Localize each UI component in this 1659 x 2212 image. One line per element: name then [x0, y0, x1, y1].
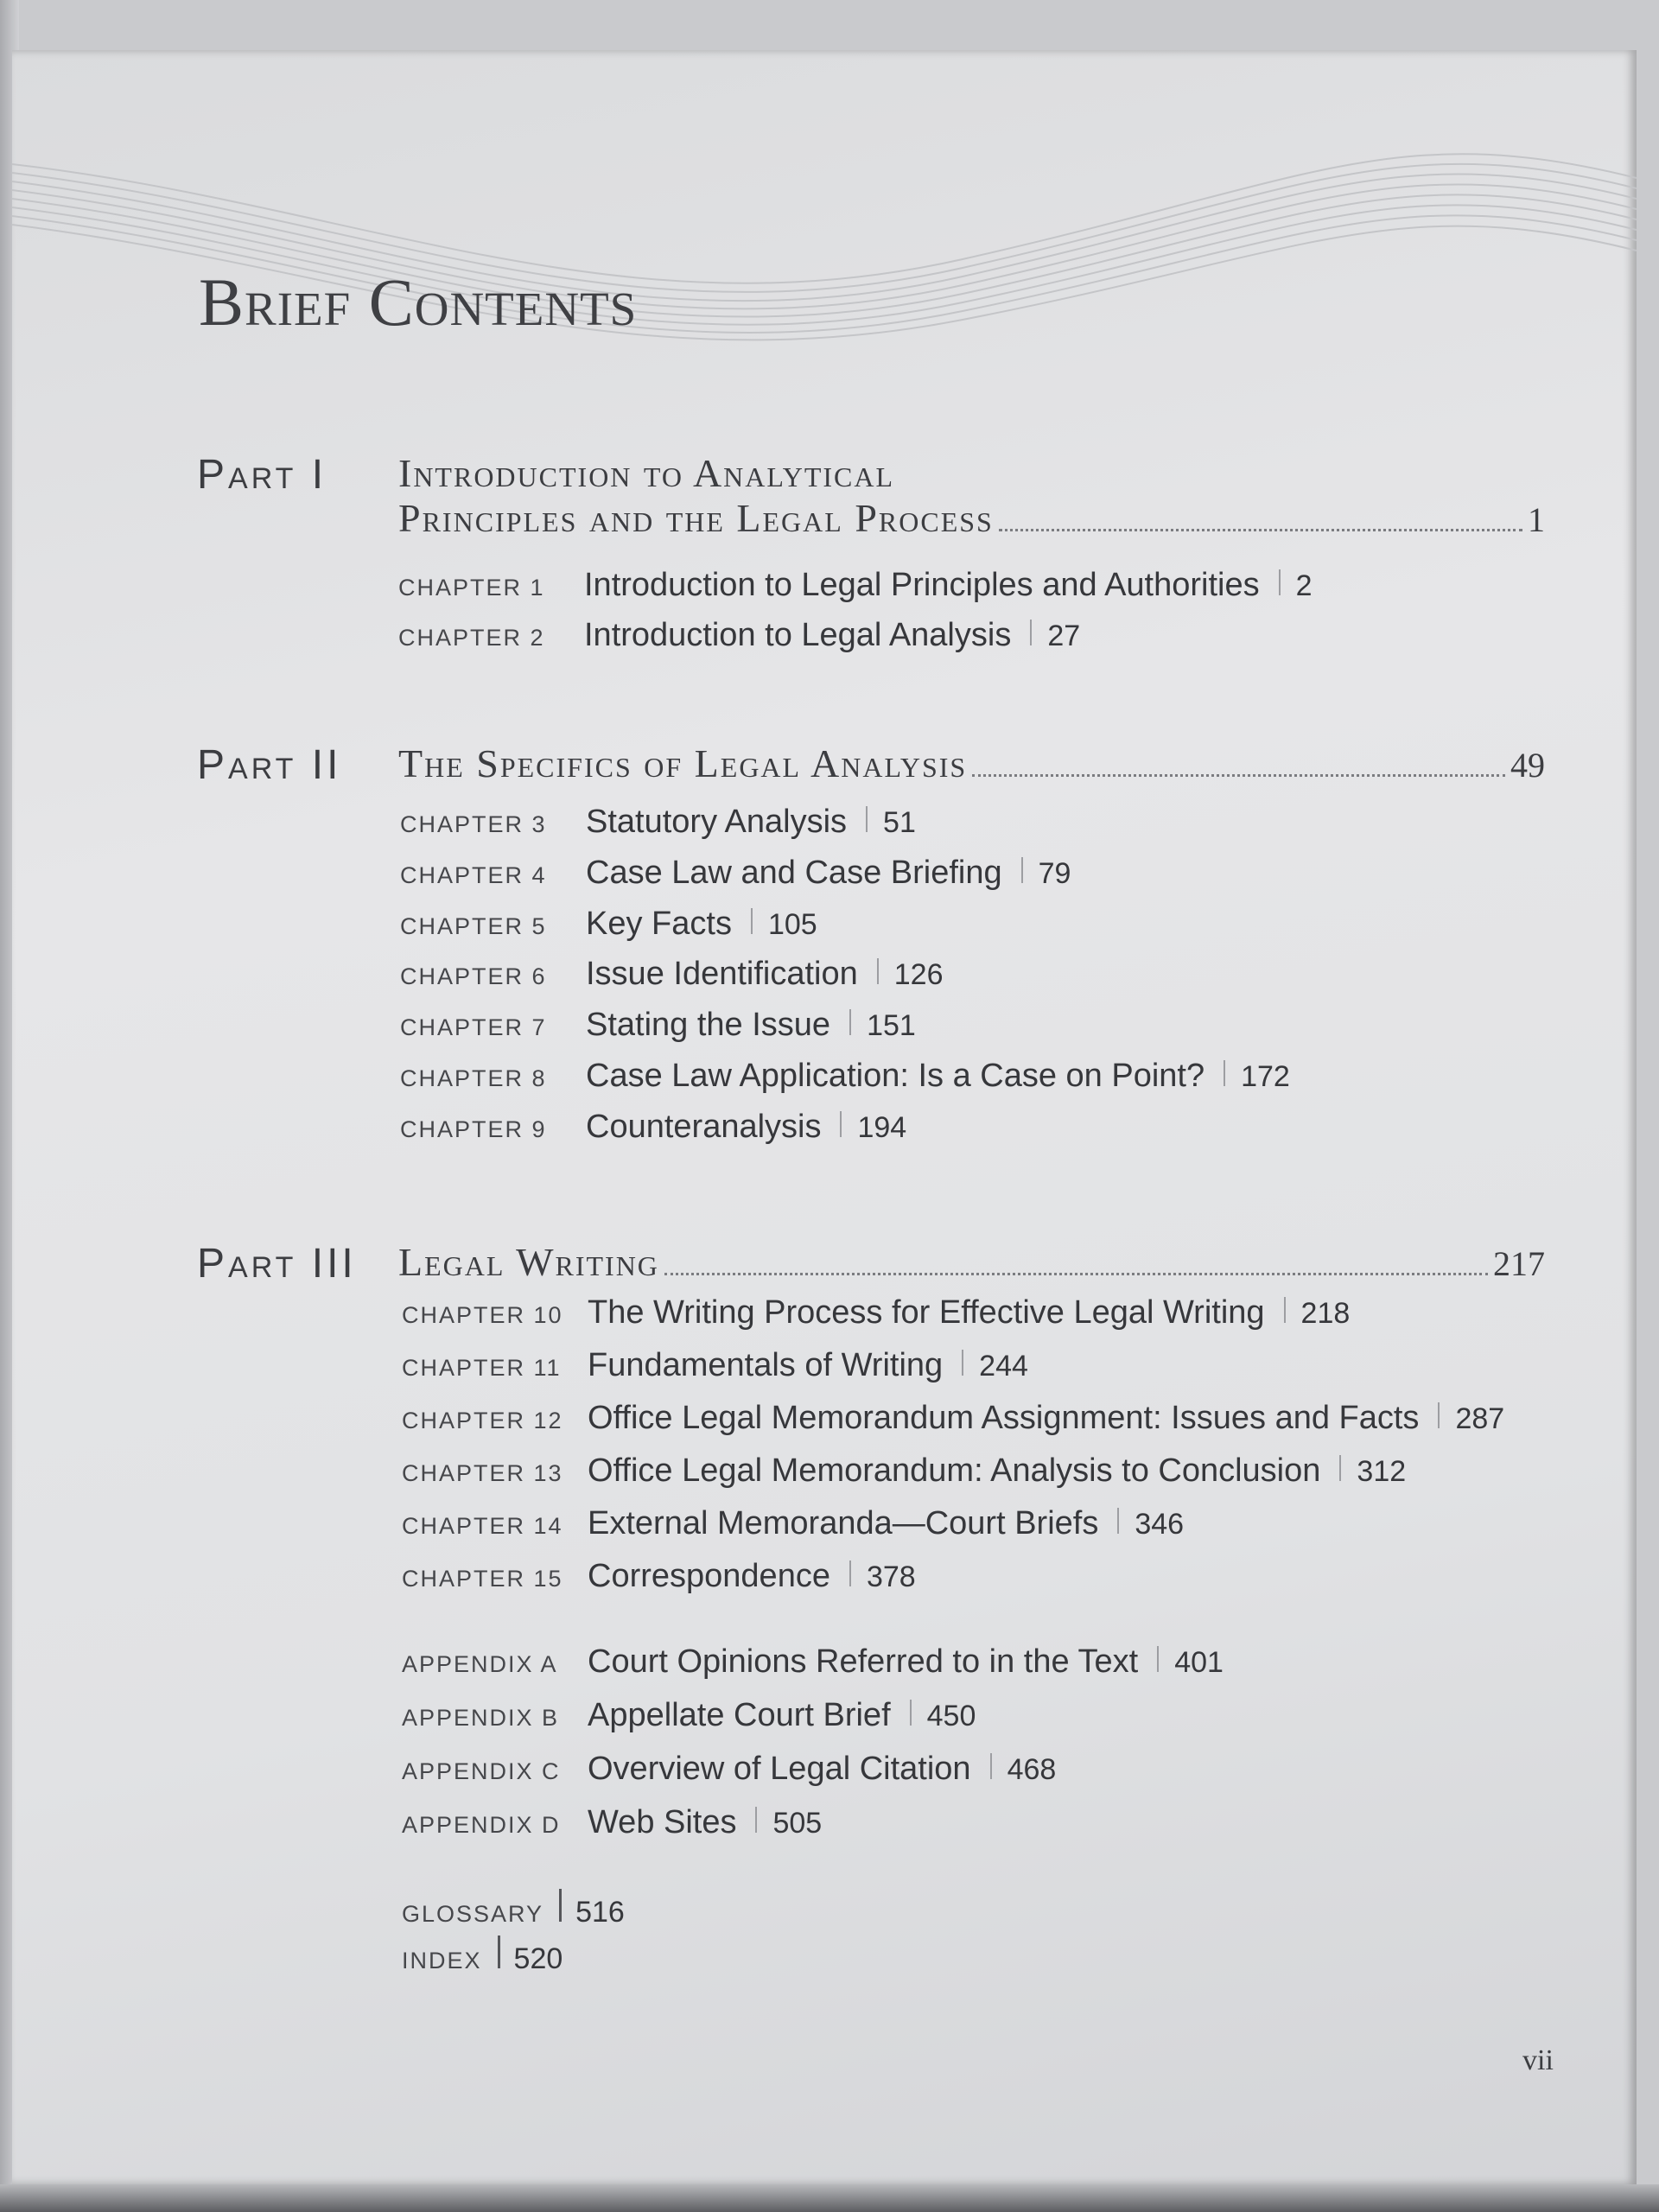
part-page-number: 1 — [1528, 500, 1545, 539]
separator-bar — [1224, 1060, 1225, 1086]
dot-leader — [999, 528, 1522, 531]
dot-leader — [972, 773, 1505, 777]
chapter-title: Correspondence — [588, 1558, 830, 1594]
appendix-page-number: 450 — [926, 1700, 976, 1732]
chapter-page-number: 2 — [1295, 569, 1313, 602]
chapter-label: CHAPTER 4 — [400, 862, 547, 888]
part-label: Part I — [197, 452, 327, 498]
appendix-page-number: 505 — [772, 1807, 823, 1840]
toc-entry[interactable] — [400, 1007, 916, 1053]
chapter-label: CHAPTER 13 — [402, 1460, 563, 1486]
part-title-line: The Specifics of Legal Analysis — [398, 741, 968, 785]
separator-bar — [840, 1111, 842, 1137]
separator-bar — [498, 1936, 500, 1968]
chapter-page-number: 151 — [867, 1009, 916, 1042]
chapter-page-number: 126 — [893, 958, 944, 991]
appendix-title: Court Opinions Referred to in the Text — [588, 1643, 1139, 1680]
chapter-title: The Writing Process for Effective Legal Writing — [588, 1294, 1265, 1331]
chapter-page-number: 244 — [979, 1350, 1028, 1382]
chapter-label: CHAPTER 7 — [400, 1014, 547, 1040]
page-folio: vii — [1522, 2044, 1554, 2076]
toc-entry-appendix[interactable] — [402, 1751, 1056, 1797]
part-title-row — [398, 1240, 1545, 1285]
chapter-title: Statutory Analysis — [586, 804, 848, 840]
toc-entry[interactable] — [400, 855, 1071, 901]
appendix-label: APPENDIX D — [402, 1812, 561, 1838]
chapter-page-number: 218 — [1300, 1297, 1351, 1330]
chapter-label: CHAPTER 8 — [400, 1065, 547, 1091]
toc-entry[interactable] — [400, 1109, 906, 1155]
part-title-row — [398, 496, 1545, 541]
chapter-label: CHAPTER 15 — [402, 1566, 563, 1592]
chapter-label: CHAPTER 5 — [400, 913, 547, 939]
chapter-label: CHAPTER 6 — [400, 963, 547, 989]
chapter-page-number: 172 — [1241, 1060, 1290, 1093]
chapter-page-number: 378 — [866, 1560, 916, 1593]
appendix-page-number: 468 — [1007, 1753, 1057, 1786]
chapter-label: CHAPTER 3 — [400, 811, 547, 837]
part-page-number: 49 — [1510, 746, 1545, 785]
appendix-title: Overview of Legal Citation — [588, 1751, 971, 1787]
chapter-label: CHAPTER 14 — [402, 1513, 563, 1539]
dot-leader — [664, 1272, 1488, 1275]
appendix-label: APPENDIX B — [402, 1705, 560, 1731]
toc-entry[interactable] — [400, 804, 916, 850]
chapter-title: Office Legal Memorandum Assignment: Issues and Facts — [588, 1400, 1420, 1436]
part-label: Part III — [197, 1241, 357, 1287]
page-bottom-edge — [0, 2184, 1659, 2212]
part-heading — [398, 741, 1545, 786]
chapter-page-number: 105 — [767, 908, 817, 941]
separator-bar — [1284, 1297, 1286, 1323]
separator-bar — [1021, 857, 1023, 883]
toc-entry[interactable] — [400, 956, 943, 1002]
index-page-number: 520 — [513, 1942, 563, 1975]
toc-entry[interactable] — [398, 617, 1080, 664]
separator-bar — [849, 1009, 851, 1035]
chapter-label: CHAPTER 1 — [398, 575, 545, 601]
part-title-line: Legal Writing — [398, 1240, 659, 1284]
separator-bar — [962, 1350, 963, 1376]
chapter-page-number: 51 — [883, 806, 916, 839]
separator-bar — [849, 1560, 851, 1586]
chapter-page-number: 287 — [1455, 1402, 1505, 1435]
chapter-label: CHAPTER 2 — [398, 625, 545, 651]
chapter-page-number: 194 — [857, 1111, 907, 1144]
separator-bar — [1030, 620, 1032, 645]
chapter-title: Stating the Issue — [586, 1007, 831, 1043]
part-heading — [398, 451, 1545, 541]
part-title-line: Principles and the Legal Process — [398, 496, 994, 540]
appendix-title: Appellate Court Brief — [588, 1697, 891, 1733]
toc-entry[interactable] — [402, 1347, 1028, 1394]
part-title-line: Introduction to Analytical — [398, 451, 895, 495]
chapter-title: Fundamentals of Writing — [588, 1347, 944, 1383]
chapter-page-number: 346 — [1135, 1508, 1185, 1541]
chapter-title: Case Law Application: Is a Case on Point? — [586, 1058, 1205, 1094]
chapter-label: CHAPTER 9 — [400, 1116, 547, 1142]
chapter-label: CHAPTER 11 — [402, 1355, 562, 1381]
appendix-label: APPENDIX C — [402, 1758, 561, 1784]
part-title-row — [398, 741, 1545, 786]
separator-bar — [1117, 1508, 1119, 1534]
chapter-title: Issue Identification — [586, 956, 858, 992]
separator-bar — [1157, 1646, 1159, 1672]
toc-entry[interactable] — [398, 567, 1313, 613]
toc-entry-appendix[interactable] — [402, 1643, 1224, 1690]
separator-bar — [866, 806, 868, 832]
part-3 — [197, 1240, 1545, 1300]
part-2 — [197, 741, 1545, 802]
part-label: Part II — [197, 742, 342, 788]
separator-bar — [910, 1700, 912, 1726]
separator-bar — [559, 1889, 562, 1922]
toc-entry[interactable] — [400, 1058, 1290, 1104]
chapter-label: CHAPTER 12 — [402, 1408, 563, 1433]
toc-entry-appendix[interactable] — [402, 1804, 822, 1851]
chapter-title: Key Facts — [586, 906, 732, 942]
decorative-wave-banner — [12, 104, 1637, 389]
chapter-label: CHAPTER 10 — [402, 1302, 563, 1328]
chapter-title: Office Legal Memorandum: Analysis to Conclusion — [588, 1452, 1321, 1489]
appendix-title: Web Sites — [588, 1804, 737, 1840]
page-title: Brief Contents — [199, 264, 638, 340]
chapter-page-number: 79 — [1038, 857, 1071, 890]
separator-bar — [877, 958, 879, 984]
chapter-page-number: 27 — [1047, 620, 1081, 652]
toc-entry-appendix[interactable] — [402, 1697, 976, 1744]
toc-entry[interactable] — [402, 1294, 1350, 1341]
index-label: INDEX — [402, 1948, 482, 1974]
chapter-title: Counteranalysis — [586, 1109, 822, 1145]
toc-entry[interactable] — [402, 1505, 1184, 1552]
chapter-title: Case Law and Case Briefing — [586, 855, 1002, 891]
chapter-title: Introduction to Legal Analysis — [584, 617, 1012, 653]
separator-bar — [751, 908, 753, 934]
separator-bar — [1279, 569, 1281, 595]
glossary-label: GLOSSARY — [402, 1901, 544, 1927]
separator-bar — [1339, 1455, 1341, 1481]
part-heading — [398, 1240, 1545, 1285]
separator-bar — [1438, 1402, 1440, 1428]
toc-entry[interactable] — [400, 906, 817, 952]
separator-bar — [990, 1753, 992, 1779]
separator-bar — [755, 1807, 757, 1833]
chapter-title: External Memoranda—Court Briefs — [588, 1505, 1099, 1541]
toc-entry[interactable] — [402, 1400, 1504, 1446]
chapter-page-number: 312 — [1357, 1455, 1407, 1488]
toc-entry-glossary[interactable] — [402, 1889, 625, 1936]
glossary-page-number: 516 — [575, 1896, 625, 1929]
appendix-page-number: 401 — [1174, 1646, 1224, 1679]
toc-entry[interactable] — [402, 1558, 916, 1605]
appendix-label: APPENDIX A — [402, 1651, 558, 1677]
toc-entry[interactable] — [402, 1452, 1406, 1499]
chapter-title: Introduction to Legal Principles and Authorities — [584, 567, 1260, 603]
toc-entry-index[interactable] — [402, 1936, 563, 1982]
part-page-number: 217 — [1493, 1244, 1545, 1283]
